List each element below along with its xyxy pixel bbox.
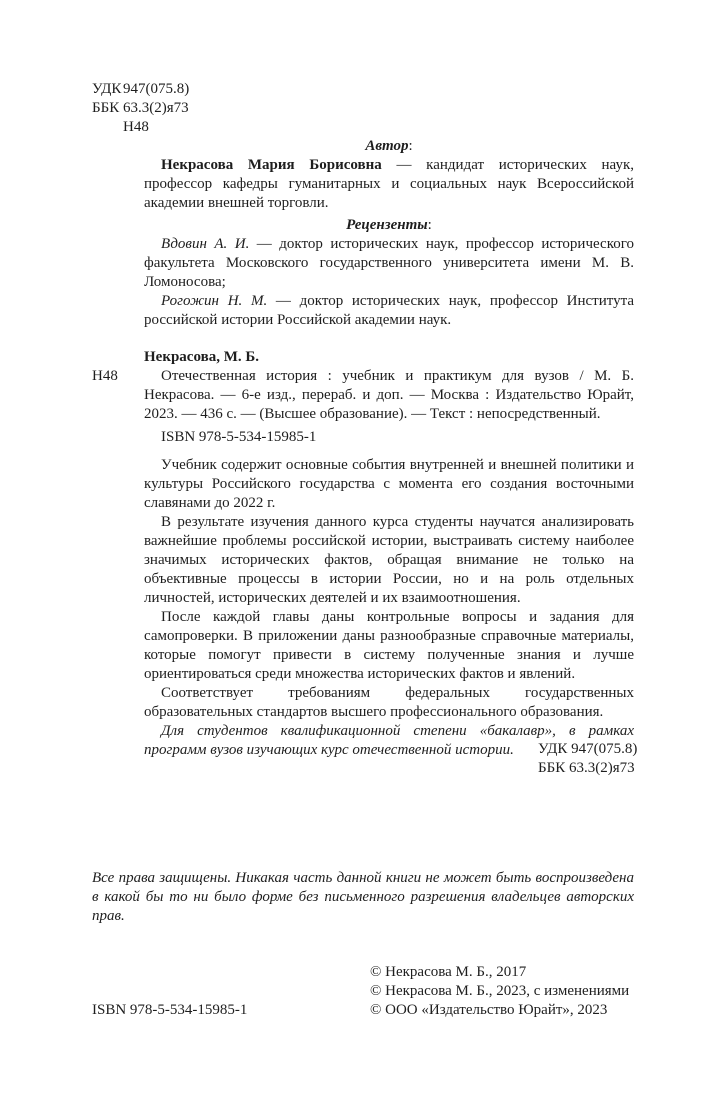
reviewer-item: Рогожин Н. М. — доктор исторических наук, профессор Института российской истории Российской академии наук. [144, 293, 634, 328]
copyright-line: © Некрасова М. Б., 2017 [370, 964, 527, 980]
author-heading: Автор: [365, 138, 413, 154]
copyright-line: © ООО «Издательство Юрайт», 2023 [370, 1002, 608, 1018]
author-name: Некрасова Мария Борисовна [161, 157, 382, 173]
annotation-paragraph: После каждой главы даны контрольные вопросы и задания для самопроверки. В приложении даны разнообразные справочные материалы, которые помогут привести в систему полученные знания и лучше ориентироваться среди множества исторических фактов и явлений. [144, 609, 634, 682]
reviewer-name: Рогожин Н. М. [161, 293, 268, 309]
catalog-author-heading: Некрасова, М. Б. [144, 349, 260, 365]
catalog-isbn: ISBN 978-5-534-15985-1 [161, 429, 317, 445]
annotation-paragraph: Учебник содержит основные события внутренней и внешней политики и культуры Российского государства с момента его создания восточными славянами до 2022 г. [144, 457, 634, 511]
udk-label: УДК [92, 81, 122, 97]
rights-notice: Все права защищены. Никакая часть данной книги не может быть воспроизведена в какой бы то ни было форме без письменного разрешения владельцев авторских прав. [92, 870, 634, 924]
author-section [144, 137, 634, 213]
bbk-label: ББК [92, 100, 120, 116]
catalog-entry: Отечественная история : учебник и практикум для вузов / М. Б. Некрасова. — 6-е изд., перераб. и доп. — Москва : Издательство Юрайт, 2023. — 436 с. — (Высшее образование). — Текст : непосредственный. [144, 368, 634, 422]
author-mark: Н48 [123, 119, 149, 135]
bbk-row [92, 99, 189, 118]
catalog-mark: Н48 [92, 368, 118, 384]
reviewers-heading: Рецензенты: [346, 217, 432, 233]
bbk-right: ББК 63.3(2)я73 [538, 760, 635, 776]
reviewers-section [144, 216, 634, 330]
reviewer-name: Вдовин А. И. [161, 236, 250, 252]
classification-right [538, 740, 637, 778]
udk-right: УДК 947(075.8) [538, 741, 638, 757]
annotation-paragraph: В результате изучения данного курса студенты научатся анализировать важнейшие проблемы российской истории, выстраивать систему наиболее значимых исторических фактов, обращая внимание не только на объективные процессы в истории России, но и на роль отдельных личностей, исторических деятелей и их взаимоотношения. [144, 514, 634, 606]
bbk-value: 63.3(2)я73 [123, 100, 189, 116]
annotation [144, 456, 634, 760]
udk-value: 947(075.8) [123, 81, 190, 97]
reviewer-item: Вдовин А. И. — доктор исторических наук, профессор исторического факультета Московского государственного университета имени М. В. Ломоносова; [144, 236, 634, 290]
footer-isbn: ISBN 978-5-534-15985-1 [92, 1002, 248, 1018]
classification-codes [92, 80, 189, 137]
copyright-block [370, 963, 629, 1020]
copyright-line: © Некрасова М. Б., 2023, с изменениями [370, 983, 630, 999]
udk-row [92, 80, 189, 99]
author-description: Некрасова Мария Борисовна — кандидат исторических наук, профессор кафедры гуманитарных и социальных наук Всероссийской академии внешней торговли. [144, 157, 634, 211]
annotation-audience: Для студентов квалификационной степени «бакалавр», в рамках программ вузов изучающих курс отечественной истории. [144, 723, 634, 758]
annotation-paragraph: Соответствует требованиям федеральных государственных образовательных стандартов высшего профессионального образования. [144, 685, 634, 720]
